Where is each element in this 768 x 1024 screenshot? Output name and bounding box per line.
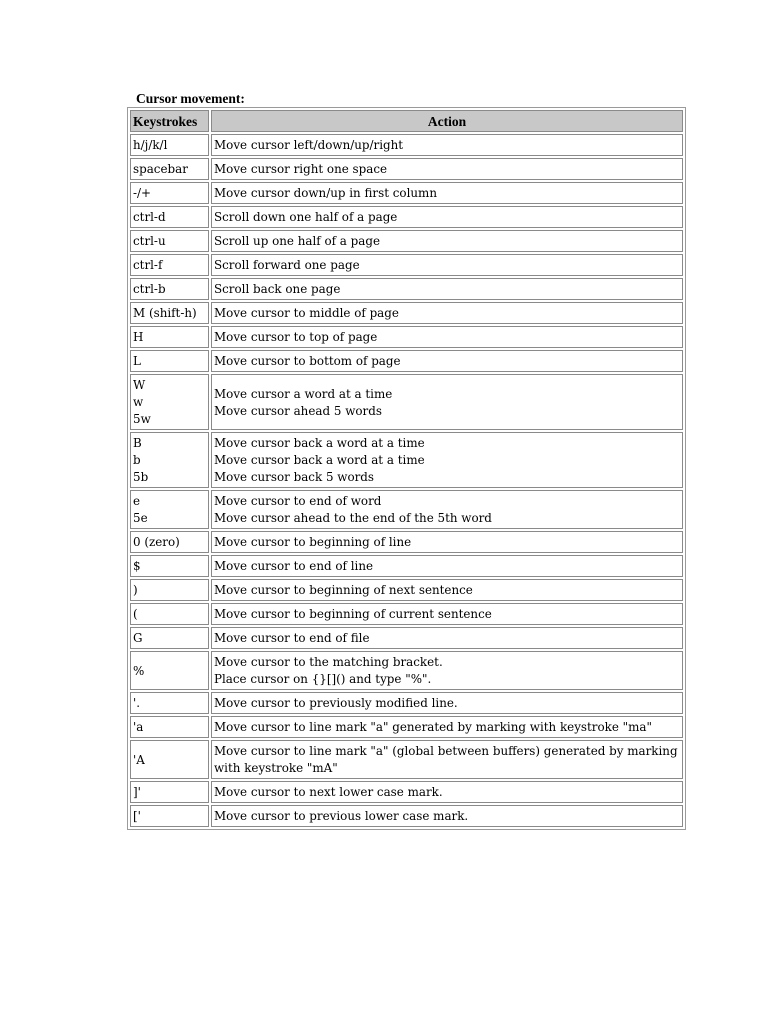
keystroke-text: h/j/k/l	[133, 138, 168, 152]
keystroke-text: '.	[133, 696, 141, 710]
action-text: Move cursor to top of page	[214, 330, 378, 344]
table-row	[130, 350, 683, 372]
table-row	[130, 302, 683, 324]
keystroke-text: H	[133, 330, 144, 344]
action-cell	[211, 230, 683, 252]
header-keystrokes: Keystrokes	[130, 110, 209, 132]
action-cell	[211, 254, 683, 276]
action-cell	[211, 555, 683, 577]
action-cell	[211, 603, 683, 625]
keystroke-cell	[130, 627, 209, 649]
table-row	[130, 716, 683, 738]
keystroke-table	[127, 107, 686, 830]
action-text: Move cursor to bottom of page	[214, 354, 401, 368]
action-text: Move cursor ahead to the end of the 5th word	[214, 511, 492, 525]
action-text: Place cursor on {}[]() and type "%".	[214, 672, 432, 686]
action-text: Move cursor to beginning of line	[214, 535, 412, 549]
table-row	[130, 627, 683, 649]
action-text: Move cursor to previously modified line.	[214, 696, 458, 710]
action-cell	[211, 579, 683, 601]
keystroke-cell	[130, 740, 209, 779]
action-text: Scroll back one page	[214, 282, 341, 296]
action-cell	[211, 350, 683, 372]
keystroke-text: ctrl-f	[133, 258, 163, 272]
keystroke-cell	[130, 350, 209, 372]
table-row	[130, 326, 683, 348]
action-cell	[211, 206, 683, 228]
keystroke-text: 5b	[133, 470, 149, 484]
keystroke-text: )	[133, 583, 138, 597]
table-row	[130, 158, 683, 180]
keystroke-text: ctrl-u	[133, 234, 166, 248]
keystroke-text: ['	[133, 809, 141, 823]
action-cell	[211, 432, 683, 488]
section-title: Cursor movement:	[136, 91, 245, 106]
keystroke-text: %	[133, 663, 145, 678]
keystroke-cell	[130, 603, 209, 625]
keystroke-cell	[130, 374, 209, 430]
keystroke-cell	[130, 182, 209, 204]
keystroke-text: 'a	[133, 720, 144, 734]
keystroke-text: e	[133, 494, 141, 508]
action-text: Scroll up one half of a page	[214, 234, 381, 248]
action-text: Move cursor to the matching bracket.	[214, 655, 443, 669]
action-text: Scroll down one half of a page	[214, 210, 398, 224]
keystroke-cell	[130, 692, 209, 714]
keystroke-text: b	[133, 453, 141, 467]
action-text: Move cursor ahead 5 words	[214, 403, 382, 418]
table-row	[130, 134, 683, 156]
keystroke-text: (	[133, 607, 138, 621]
keystroke-cell	[130, 134, 209, 156]
keystroke-cell	[130, 555, 209, 577]
keystroke-text: -/+	[133, 186, 151, 200]
table-header-row	[130, 110, 683, 132]
table-row	[130, 781, 683, 803]
table-body	[130, 134, 683, 827]
keystroke-cell	[130, 278, 209, 300]
table-row	[130, 579, 683, 601]
keystroke-text: 'A	[133, 752, 145, 767]
table-row	[130, 374, 683, 430]
keystroke-cell	[130, 254, 209, 276]
keystroke-text: M (shift-h)	[133, 306, 197, 320]
action-cell	[211, 651, 683, 690]
action-cell	[211, 134, 683, 156]
table-row	[130, 603, 683, 625]
table-row	[130, 432, 683, 488]
table-row	[130, 555, 683, 577]
keystroke-text: ]'	[133, 785, 141, 799]
keystroke-cell	[130, 716, 209, 738]
keystroke-cell	[130, 579, 209, 601]
keystroke-cell	[130, 302, 209, 324]
action-cell	[211, 716, 683, 738]
keystroke-cell	[130, 158, 209, 180]
keystroke-cell	[130, 531, 209, 553]
keystroke-cell	[130, 326, 209, 348]
keystroke-text: B	[133, 436, 142, 450]
keystroke-text: spacebar	[133, 162, 188, 176]
action-text: Move cursor to beginning of current sentence	[214, 607, 492, 621]
keystroke-cell	[130, 781, 209, 803]
action-cell	[211, 740, 683, 779]
table-row	[130, 805, 683, 827]
action-text: Move cursor to end of file	[214, 631, 370, 645]
keystroke-cell	[130, 230, 209, 252]
action-cell	[211, 781, 683, 803]
action-cell	[211, 278, 683, 300]
keystroke-text: ctrl-d	[133, 210, 166, 224]
table-row	[130, 254, 683, 276]
keystroke-cell	[130, 490, 209, 529]
table-row	[130, 531, 683, 553]
action-cell	[211, 326, 683, 348]
action-text: Move cursor back a word at a time	[214, 453, 425, 467]
action-text: Move cursor to end of line	[214, 559, 374, 573]
keystroke-text: W	[133, 378, 146, 392]
action-text: Move cursor right one space	[214, 162, 388, 176]
keystroke-cell	[130, 432, 209, 488]
table-row	[130, 230, 683, 252]
action-cell	[211, 531, 683, 553]
action-text: Move cursor down/up in first column	[214, 186, 437, 200]
keystroke-text: 5e	[133, 511, 148, 525]
action-cell	[211, 374, 683, 430]
action-text: Move cursor to middle of page	[214, 306, 399, 320]
table-row	[130, 278, 683, 300]
keystroke-text: w	[133, 395, 144, 409]
header-action: Action	[211, 110, 683, 132]
keystroke-cell	[130, 206, 209, 228]
action-cell	[211, 692, 683, 714]
table-row	[130, 490, 683, 529]
action-text: Move cursor to end of word	[214, 494, 382, 508]
keystroke-text: L	[133, 354, 141, 368]
action-text: Move cursor a word at a time	[214, 386, 393, 401]
table-row	[130, 182, 683, 204]
action-text: Move cursor left/down/up/right	[214, 138, 404, 152]
action-cell	[211, 490, 683, 529]
table-row	[130, 692, 683, 714]
action-cell	[211, 302, 683, 324]
action-cell	[211, 182, 683, 204]
keystroke-text: G	[133, 631, 143, 645]
action-text: Move cursor to next lower case mark.	[214, 785, 443, 799]
action-text: Move cursor to line mark "a" (global between buffers) generated by marking with keystroke "mA"	[214, 744, 678, 775]
keystroke-cell	[130, 651, 209, 690]
action-text: Move cursor to beginning of next sentence	[214, 583, 473, 597]
keystroke-text: $	[133, 559, 141, 573]
action-cell	[211, 627, 683, 649]
keystroke-text: 5w	[133, 412, 151, 426]
table-row	[130, 651, 683, 690]
keystroke-text: ctrl-b	[133, 282, 166, 296]
action-text: Move cursor back a word at a time	[214, 436, 425, 450]
action-text: Move cursor to previous lower case mark.	[214, 809, 469, 823]
table-row	[130, 740, 683, 779]
keystroke-cell	[130, 805, 209, 827]
action-text: Move cursor to line mark "a" generated by marking with keystroke "ma"	[214, 720, 652, 734]
keystroke-text: 0 (zero)	[133, 535, 180, 549]
action-cell	[211, 805, 683, 827]
action-text: Move cursor back 5 words	[214, 470, 375, 484]
table-row	[130, 206, 683, 228]
action-cell	[211, 158, 683, 180]
action-text: Scroll forward one page	[214, 258, 360, 272]
